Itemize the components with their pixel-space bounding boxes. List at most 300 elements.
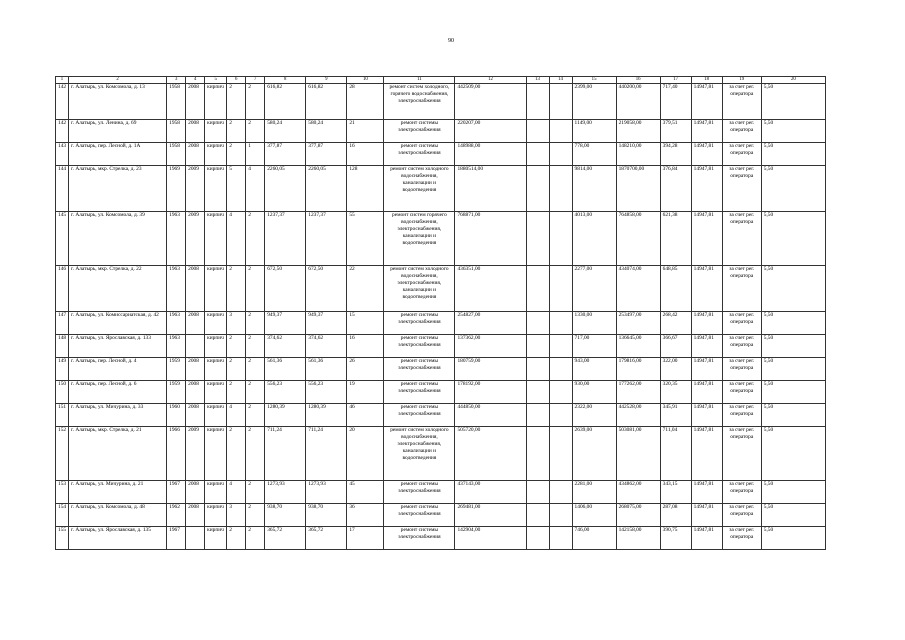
table-row bbox=[56, 312, 826, 335]
cost-limit-cell: 14947,81 bbox=[691, 84, 722, 120]
residents-count-cell: 21 bbox=[347, 120, 384, 143]
cost-owners-cell: 442528,00 bbox=[616, 404, 660, 427]
cost-local-cell: 2639,00 bbox=[572, 427, 616, 481]
address-cell: г. Алатырь, мкр. Стрелка, д. 21 bbox=[69, 427, 167, 481]
area-total-cell: 616,82 bbox=[265, 84, 306, 120]
year-repair-cell: 2009 bbox=[186, 427, 205, 481]
cost-limit-cell: 14947,81 bbox=[691, 481, 722, 504]
cost-local-cell: 2322,00 bbox=[572, 404, 616, 427]
funding-source-cell: за счет рег. оператора bbox=[722, 143, 761, 166]
cost-fund-cell bbox=[526, 427, 549, 481]
cost-limit-cell: 14947,81 bbox=[691, 266, 722, 312]
column-number-cell: 15 bbox=[572, 77, 616, 84]
entrances-count-cell: 2 bbox=[246, 84, 265, 120]
address-cell: г. Алатырь, пер. Лесной, д. 6 bbox=[69, 381, 167, 404]
funding-source-cell: за счет рег. оператора bbox=[722, 166, 761, 212]
area-living-cell: 556,23 bbox=[306, 381, 347, 404]
cost-limit-cell: 14947,81 bbox=[691, 335, 722, 358]
cost-budget-cell bbox=[549, 404, 572, 427]
contribution-rate-cell: 5,50 bbox=[761, 381, 825, 404]
year-repair-cell: 2008 bbox=[186, 120, 205, 143]
funding-source-cell: за счет рег. оператора bbox=[722, 381, 761, 404]
cost-per-sqm-cell: 394,28 bbox=[660, 143, 691, 166]
area-living-cell: 1280,39 bbox=[306, 404, 347, 427]
column-number-cell: 19 bbox=[722, 77, 761, 84]
cost-limit-cell: 14947,81 bbox=[691, 504, 722, 527]
funding-source-cell: за счет рег. оператора bbox=[722, 527, 761, 550]
area-living-cell: 365,72 bbox=[306, 527, 347, 550]
cost-fund-cell bbox=[526, 143, 549, 166]
cost-total-cell: 269481,00 bbox=[455, 504, 526, 527]
address-cell: г. Алатырь, мкр. Стрелка, д. 22 bbox=[69, 266, 167, 312]
cost-fund-cell bbox=[526, 266, 549, 312]
column-number-cell: 17 bbox=[660, 77, 691, 84]
cost-budget-cell bbox=[549, 266, 572, 312]
floors-count-cell: 2 bbox=[227, 120, 246, 143]
cost-per-sqm-cell: 287,08 bbox=[660, 504, 691, 527]
address-cell: г. Алатырь, ул. Комсомола, д. 13 bbox=[69, 84, 167, 120]
row-number-cell: 149 bbox=[56, 358, 69, 381]
funding-source-cell: за счет рег. оператора bbox=[722, 120, 761, 143]
cost-total-cell: 436351,00 bbox=[455, 266, 526, 312]
wall-material-cell: кирпич bbox=[205, 504, 227, 527]
year-repair-cell: 2008 bbox=[186, 84, 205, 120]
cost-budget-cell bbox=[549, 527, 572, 550]
area-living-cell: 938,70 bbox=[306, 504, 347, 527]
cost-per-sqm-cell: 711,04 bbox=[660, 427, 691, 481]
area-total-cell: 580,24 bbox=[265, 120, 306, 143]
table-row bbox=[56, 481, 826, 504]
cost-local-cell: 9814,00 bbox=[572, 166, 616, 212]
wall-material-cell: кирпич bbox=[205, 335, 227, 358]
cost-per-sqm-cell: 268,42 bbox=[660, 312, 691, 335]
residents-count-cell: 46 bbox=[347, 404, 384, 427]
cost-budget-cell bbox=[549, 335, 572, 358]
year-built-cell: 1963 bbox=[167, 212, 186, 266]
cost-fund-cell bbox=[526, 504, 549, 527]
row-number-cell: 143 bbox=[56, 143, 69, 166]
area-total-cell: 1237,37 bbox=[265, 212, 306, 266]
address-cell: г. Алатырь, ул. Ярославская, д. 135 bbox=[69, 527, 167, 550]
repair-work-cell: ремонт системы электроснабжения bbox=[384, 358, 455, 381]
repair-work-cell: ремонт системы электроснабжения bbox=[384, 527, 455, 550]
residents-count-cell: 16 bbox=[347, 335, 384, 358]
contribution-rate-cell: 5,50 bbox=[761, 335, 825, 358]
funding-source-cell: за счет рег. оператора bbox=[722, 212, 761, 266]
cost-per-sqm-cell: 343,15 bbox=[660, 481, 691, 504]
page-number: 90 bbox=[448, 38, 454, 44]
cost-fund-cell bbox=[526, 166, 549, 212]
cost-owners-cell: 253497,00 bbox=[616, 312, 660, 335]
housing-register-table bbox=[55, 76, 826, 550]
year-repair-cell: 2008 bbox=[186, 358, 205, 381]
repair-work-cell: ремонт систем холодного водоснабжения, электроснабжения, канализации и водоотведения bbox=[384, 266, 455, 312]
cost-local-cell: 4013,00 bbox=[572, 212, 616, 266]
contribution-rate-cell: 5,50 bbox=[761, 143, 825, 166]
address-cell: г. Алатырь, ул. Мичурина, д. 21 bbox=[69, 481, 167, 504]
residents-count-cell: 45 bbox=[347, 481, 384, 504]
entrances-count-cell: 2 bbox=[246, 120, 265, 143]
cost-owners-cell: 434862,00 bbox=[616, 481, 660, 504]
floors-count-cell: 4 bbox=[227, 212, 246, 266]
cost-fund-cell bbox=[526, 212, 549, 266]
cost-local-cell: 1330,00 bbox=[572, 312, 616, 335]
year-repair-cell: 2008 bbox=[186, 381, 205, 404]
year-repair-cell bbox=[186, 335, 205, 358]
table-row bbox=[56, 166, 826, 212]
wall-material-cell: кирпич bbox=[205, 427, 227, 481]
column-number-cell: 2 bbox=[69, 77, 167, 84]
contribution-rate-cell: 5,50 bbox=[761, 166, 825, 212]
funding-source-cell: за счет рег. оператора bbox=[722, 427, 761, 481]
repair-work-cell: ремонт системы электроснабжения bbox=[384, 504, 455, 527]
entrances-count-cell: 2 bbox=[246, 527, 265, 550]
funding-source-cell: за счет рег. оператора bbox=[722, 312, 761, 335]
year-built-cell: 1962 bbox=[167, 504, 186, 527]
wall-material-cell: кирпич bbox=[205, 527, 227, 550]
year-repair-cell: 2009 bbox=[186, 212, 205, 266]
entrances-count-cell: 2 bbox=[246, 358, 265, 381]
funding-source-cell: за счет рег. оператора bbox=[722, 335, 761, 358]
cost-limit-cell: 14947,81 bbox=[691, 143, 722, 166]
table-row bbox=[56, 504, 826, 527]
column-number-cell: 10 bbox=[347, 77, 384, 84]
funding-source-cell: за счет рег. оператора bbox=[722, 481, 761, 504]
column-number-cell: 9 bbox=[306, 77, 347, 84]
entrances-count-cell: 2 bbox=[246, 266, 265, 312]
cost-local-cell: 717,00 bbox=[572, 335, 616, 358]
floors-count-cell: 5 bbox=[227, 166, 246, 212]
cost-per-sqm-cell: 390,75 bbox=[660, 527, 691, 550]
year-built-cell: 1958 bbox=[167, 84, 186, 120]
contribution-rate-cell: 5,50 bbox=[761, 481, 825, 504]
area-total-cell: 711,24 bbox=[265, 427, 306, 481]
repair-work-cell: ремонт системы электроснабжения bbox=[384, 335, 455, 358]
repair-work-cell: ремонт системы электроснабжения bbox=[384, 143, 455, 166]
wall-material-cell: кирпич bbox=[205, 212, 227, 266]
area-total-cell: 556,23 bbox=[265, 381, 306, 404]
column-number-cell: 7 bbox=[246, 77, 265, 84]
cost-per-sqm-cell: 366,67 bbox=[660, 335, 691, 358]
column-number-cell: 3 bbox=[167, 77, 186, 84]
entrances-count-cell: 2 bbox=[246, 381, 265, 404]
floors-count-cell: 3 bbox=[227, 312, 246, 335]
cost-total-cell: 437143,00 bbox=[455, 481, 526, 504]
cost-total-cell: 137362,00 bbox=[455, 335, 526, 358]
cost-fund-cell bbox=[526, 312, 549, 335]
cost-budget-cell bbox=[549, 143, 572, 166]
repair-work-cell: ремонт систем холодного водоснабжения, канализации и водоотведения bbox=[384, 166, 455, 212]
address-cell: г. Алатырь, ул. Ярославская, д. 133 bbox=[69, 335, 167, 358]
area-total-cell: 365,72 bbox=[265, 527, 306, 550]
table-row bbox=[56, 381, 826, 404]
cost-limit-cell: 14947,81 bbox=[691, 120, 722, 143]
wall-material-cell: кирпич bbox=[205, 381, 227, 404]
residents-count-cell: 26 bbox=[347, 358, 384, 381]
cost-local-cell: 1406,00 bbox=[572, 504, 616, 527]
cost-limit-cell: 14947,81 bbox=[691, 358, 722, 381]
repair-work-cell: ремонт систем холодного водоснабжения, электроснабжения, канализации и водоотведения bbox=[384, 427, 455, 481]
residents-count-cell: 17 bbox=[347, 527, 384, 550]
address-cell: г. Алатырь, ул. Комиссариатская, д. 42 bbox=[69, 312, 167, 335]
floors-count-cell: 3 bbox=[227, 504, 246, 527]
area-total-cell: 561,36 bbox=[265, 358, 306, 381]
contribution-rate-cell: 5,50 bbox=[761, 427, 825, 481]
cost-budget-cell bbox=[549, 381, 572, 404]
year-repair-cell: 2008 bbox=[186, 481, 205, 504]
cost-fund-cell bbox=[526, 84, 549, 120]
row-number-cell: 147 bbox=[56, 312, 69, 335]
address-cell: г. Алатырь, ул. Ленина, д. 69 bbox=[69, 120, 167, 143]
column-number-cell: 6 bbox=[227, 77, 246, 84]
column-number-cell: 18 bbox=[691, 77, 722, 84]
residents-count-cell: 20 bbox=[347, 427, 384, 481]
column-number-cell: 14 bbox=[549, 77, 572, 84]
floors-count-cell: 2 bbox=[227, 84, 246, 120]
year-repair-cell: 2009 bbox=[186, 166, 205, 212]
contribution-rate-cell: 5,50 bbox=[761, 358, 825, 381]
cost-local-cell: 2281,00 bbox=[572, 481, 616, 504]
repair-work-cell: ремонт системы электроснабжения bbox=[384, 381, 455, 404]
cost-per-sqm-cell: 717,40 bbox=[660, 84, 691, 120]
cost-total-cell: 178192,00 bbox=[455, 381, 526, 404]
table-row bbox=[56, 404, 826, 427]
cost-owners-cell: 764858,00 bbox=[616, 212, 660, 266]
floors-count-cell: 2 bbox=[227, 335, 246, 358]
entrances-count-cell: 4 bbox=[246, 166, 265, 212]
wall-material-cell: кирпич bbox=[205, 404, 227, 427]
table-row bbox=[56, 527, 826, 550]
cost-limit-cell: 14947,81 bbox=[691, 166, 722, 212]
residents-count-cell: 16 bbox=[347, 143, 384, 166]
year-built-cell: 1966 bbox=[167, 427, 186, 481]
cost-total-cell: 505720,00 bbox=[455, 427, 526, 481]
repair-work-cell: ремонт системы электроснабжения bbox=[384, 120, 455, 143]
table-row bbox=[56, 143, 826, 166]
contribution-rate-cell: 5,50 bbox=[761, 404, 825, 427]
cost-total-cell: 254827,00 bbox=[455, 312, 526, 335]
floors-count-cell: 4 bbox=[227, 481, 246, 504]
year-built-cell: 1967 bbox=[167, 481, 186, 504]
repair-work-cell: ремонт системы электроснабжения bbox=[384, 481, 455, 504]
area-living-cell: 616,82 bbox=[306, 84, 347, 120]
cost-limit-cell: 14947,81 bbox=[691, 312, 722, 335]
contribution-rate-cell: 5,50 bbox=[761, 504, 825, 527]
residents-count-cell: 28 bbox=[347, 84, 384, 120]
cost-limit-cell: 14947,81 bbox=[691, 381, 722, 404]
repair-work-cell: ремонт системы электроснабжения bbox=[384, 312, 455, 335]
contribution-rate-cell: 5,50 bbox=[761, 84, 825, 120]
funding-source-cell: за счет рег. оператора bbox=[722, 504, 761, 527]
area-total-cell: 1280,39 bbox=[265, 404, 306, 427]
entrances-count-cell: 2 bbox=[246, 427, 265, 481]
residents-count-cell: 22 bbox=[347, 266, 384, 312]
row-number-cell: 142 bbox=[56, 84, 69, 120]
cost-fund-cell bbox=[526, 335, 549, 358]
cost-budget-cell bbox=[549, 312, 572, 335]
cost-per-sqm-cell: 648,85 bbox=[660, 266, 691, 312]
entrances-count-cell: 2 bbox=[246, 212, 265, 266]
row-number-cell: 146 bbox=[56, 266, 69, 312]
funding-source-cell: за счет рег. оператора bbox=[722, 358, 761, 381]
area-total-cell: 1273,93 bbox=[265, 481, 306, 504]
entrances-count-cell: 2 bbox=[246, 312, 265, 335]
wall-material-cell: кирпич bbox=[205, 266, 227, 312]
column-number-cell: 1 bbox=[56, 77, 69, 84]
area-total-cell: 2260,05 bbox=[265, 166, 306, 212]
cost-owners-cell: 434074,00 bbox=[616, 266, 660, 312]
cost-owners-cell: 503081,00 bbox=[616, 427, 660, 481]
cost-fund-cell bbox=[526, 527, 549, 550]
cost-total-cell: 148988,00 bbox=[455, 143, 526, 166]
cost-budget-cell bbox=[549, 481, 572, 504]
cost-budget-cell bbox=[549, 504, 572, 527]
table-row bbox=[56, 120, 826, 143]
cost-owners-cell: 148210,00 bbox=[616, 143, 660, 166]
year-built-cell: 1963 bbox=[167, 312, 186, 335]
wall-material-cell: кирпич bbox=[205, 481, 227, 504]
cost-per-sqm-cell: 320,35 bbox=[660, 381, 691, 404]
cost-budget-cell bbox=[549, 212, 572, 266]
area-living-cell: 949,37 bbox=[306, 312, 347, 335]
cost-per-sqm-cell: 376,84 bbox=[660, 166, 691, 212]
cost-fund-cell bbox=[526, 481, 549, 504]
area-living-cell: 711,24 bbox=[306, 427, 347, 481]
table-row bbox=[56, 358, 826, 381]
cost-fund-cell bbox=[526, 358, 549, 381]
contribution-rate-cell: 5,50 bbox=[761, 527, 825, 550]
cost-total-cell: 1880514,00 bbox=[455, 166, 526, 212]
cost-budget-cell bbox=[549, 166, 572, 212]
column-number-cell: 12 bbox=[455, 77, 526, 84]
cost-per-sqm-cell: 322,00 bbox=[660, 358, 691, 381]
residents-count-cell: 128 bbox=[347, 166, 384, 212]
area-living-cell: 377,87 bbox=[306, 143, 347, 166]
column-number-cell: 8 bbox=[265, 77, 306, 84]
cost-local-cell: 2399,00 bbox=[572, 84, 616, 120]
row-number-cell: 152 bbox=[56, 427, 69, 481]
column-number-cell: 13 bbox=[526, 77, 549, 84]
address-cell: г. Алатырь, ул. Мичурина, д. 33 bbox=[69, 404, 167, 427]
area-living-cell: 374,62 bbox=[306, 335, 347, 358]
floors-count-cell: 2 bbox=[227, 381, 246, 404]
cost-limit-cell: 14947,81 bbox=[691, 404, 722, 427]
table-row bbox=[56, 212, 826, 266]
year-built-cell: 1960 bbox=[167, 404, 186, 427]
table-row bbox=[56, 427, 826, 481]
area-total-cell: 374,62 bbox=[265, 335, 306, 358]
residents-count-cell: 15 bbox=[347, 312, 384, 335]
year-built-cell: 1958 bbox=[167, 120, 186, 143]
cost-local-cell: 930,00 bbox=[572, 381, 616, 404]
area-total-cell: 672,50 bbox=[265, 266, 306, 312]
column-number-cell: 5 bbox=[205, 77, 227, 84]
cost-fund-cell bbox=[526, 381, 549, 404]
contribution-rate-cell: 5,50 bbox=[761, 120, 825, 143]
table-row bbox=[56, 335, 826, 358]
cost-owners-cell: 177262,00 bbox=[616, 381, 660, 404]
funding-source-cell: за счет рег. оператора bbox=[722, 84, 761, 120]
contribution-rate-cell: 5,50 bbox=[761, 212, 825, 266]
cost-owners-cell: 142158,00 bbox=[616, 527, 660, 550]
area-living-cell: 1237,37 bbox=[306, 212, 347, 266]
floors-count-cell: 2 bbox=[227, 427, 246, 481]
entrances-count-cell: 2 bbox=[246, 481, 265, 504]
contribution-rate-cell: 5,50 bbox=[761, 266, 825, 312]
wall-material-cell: кирпич bbox=[205, 84, 227, 120]
floors-count-cell: 2 bbox=[227, 143, 246, 166]
cost-budget-cell bbox=[549, 427, 572, 481]
year-repair-cell: 2008 bbox=[186, 404, 205, 427]
cost-local-cell: 746,00 bbox=[572, 527, 616, 550]
cost-total-cell: 180759,00 bbox=[455, 358, 526, 381]
column-number-cell: 16 bbox=[616, 77, 660, 84]
residents-count-cell: 19 bbox=[347, 381, 384, 404]
year-built-cell: 1963 bbox=[167, 335, 186, 358]
entrances-count-cell: 2 bbox=[246, 404, 265, 427]
cost-local-cell: 2277,00 bbox=[572, 266, 616, 312]
row-number-cell: 150 bbox=[56, 381, 69, 404]
row-number-cell: 155 bbox=[56, 527, 69, 550]
wall-material-cell: кирпич bbox=[205, 120, 227, 143]
floors-count-cell: 2 bbox=[227, 266, 246, 312]
cost-owners-cell: 136645,00 bbox=[616, 335, 660, 358]
row-number-cell: 145 bbox=[56, 212, 69, 266]
cost-budget-cell bbox=[549, 84, 572, 120]
cost-total-cell: 444850,00 bbox=[455, 404, 526, 427]
year-repair-cell bbox=[186, 527, 205, 550]
cost-owners-cell: 268075,00 bbox=[616, 504, 660, 527]
cost-local-cell: 778,00 bbox=[572, 143, 616, 166]
address-cell: г. Алатырь, пер. Лесной, д. 4 bbox=[69, 358, 167, 381]
wall-material-cell: кирпич bbox=[205, 312, 227, 335]
year-built-cell: 1967 bbox=[167, 527, 186, 550]
cost-limit-cell: 14947,81 bbox=[691, 427, 722, 481]
residents-count-cell: 55 bbox=[347, 212, 384, 266]
cost-limit-cell: 14947,81 bbox=[691, 212, 722, 266]
year-built-cell: 1969 bbox=[167, 166, 186, 212]
table-body bbox=[56, 77, 826, 550]
area-total-cell: 949,37 bbox=[265, 312, 306, 335]
table-row bbox=[56, 266, 826, 312]
cost-total-cell: 142904,00 bbox=[455, 527, 526, 550]
area-living-cell: 672,50 bbox=[306, 266, 347, 312]
row-number-cell: 153 bbox=[56, 481, 69, 504]
row-number-cell: 154 bbox=[56, 504, 69, 527]
row-number-cell: 148 bbox=[56, 335, 69, 358]
table-row bbox=[56, 84, 826, 120]
cost-local-cell: 1149,00 bbox=[572, 120, 616, 143]
cost-total-cell: 442509,00 bbox=[455, 84, 526, 120]
year-repair-cell: 2008 bbox=[186, 504, 205, 527]
year-repair-cell: 2008 bbox=[186, 266, 205, 312]
area-living-cell: 2260,05 bbox=[306, 166, 347, 212]
repair-work-cell: ремонт систем холодного, горячего водоснабжения, электроснабжения bbox=[384, 84, 455, 120]
cost-owners-cell: 179816,00 bbox=[616, 358, 660, 381]
cost-total-cell: 220207,00 bbox=[455, 120, 526, 143]
year-built-cell: 1963 bbox=[167, 266, 186, 312]
row-number-cell: 144 bbox=[56, 166, 69, 212]
area-living-cell: 1273,93 bbox=[306, 481, 347, 504]
wall-material-cell: кирпич bbox=[205, 166, 227, 212]
address-cell: г. Алатырь, ул. Комсомола, д. 39 bbox=[69, 212, 167, 266]
area-total-cell: 938,70 bbox=[265, 504, 306, 527]
cost-budget-cell bbox=[549, 358, 572, 381]
address-cell: г. Алатырь, ул. Комсомола, д. 48 bbox=[69, 504, 167, 527]
area-living-cell: 561,36 bbox=[306, 358, 347, 381]
cost-fund-cell bbox=[526, 120, 549, 143]
residents-count-cell: 36 bbox=[347, 504, 384, 527]
